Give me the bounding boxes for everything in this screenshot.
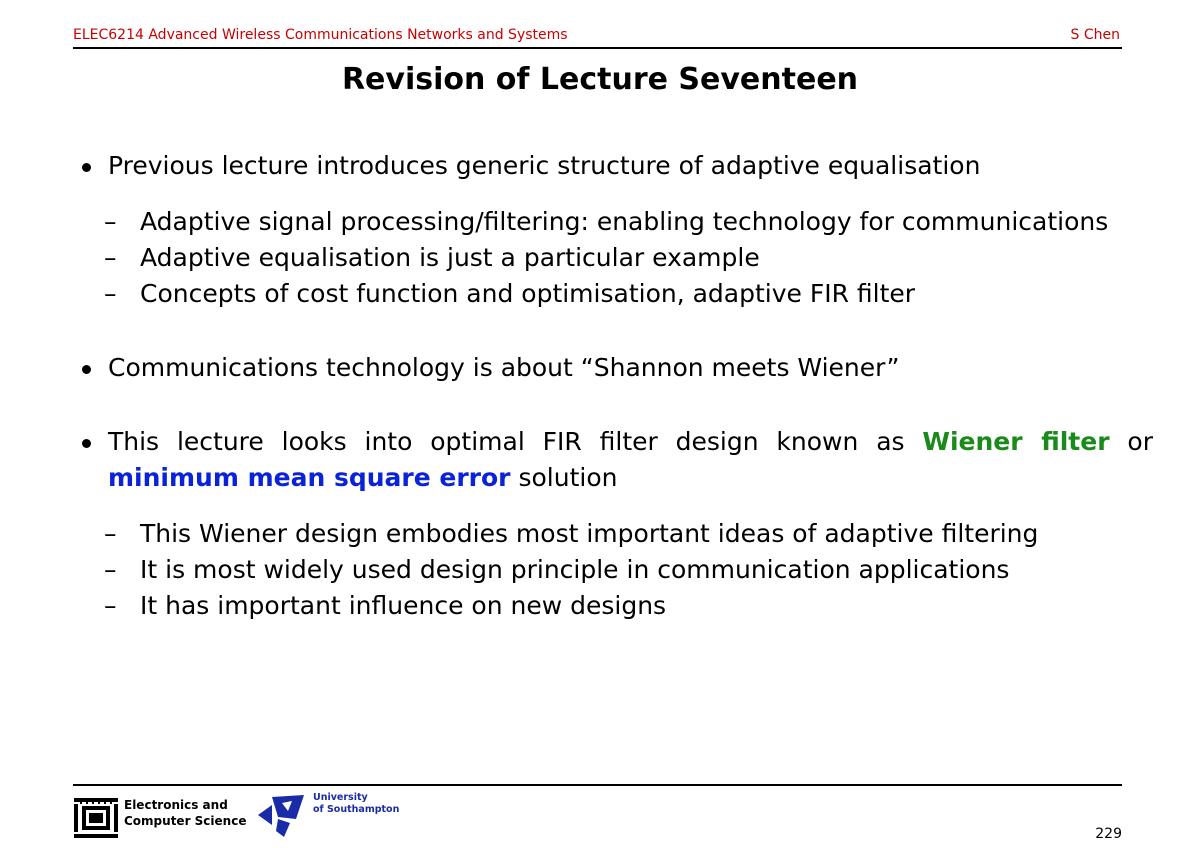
sub-item: – Concepts of cost function and optimisation, adaptive FIR filter	[104, 279, 916, 308]
university-logo-icon	[256, 793, 306, 839]
slide-header	[73, 27, 1122, 49]
bullet-text: Previous lecture introduces generic structure of adaptive equalisation	[108, 151, 981, 180]
bullet-text-before: This lecture looks into optimal FIR filter design known as	[108, 427, 905, 456]
author-name: S Chen	[1070, 27, 1120, 43]
ecs-label	[124, 797, 246, 829]
sub-list	[104, 516, 1038, 624]
sub-list	[104, 204, 1108, 312]
sub-item-text: Concepts of cost function and optimisation, adaptive FIR filter	[140, 279, 916, 308]
sub-item-text: This Wiener design embodies most important ideas of adaptive filtering	[140, 519, 1039, 548]
sub-item: – Adaptive signal processing/filtering: enabling technology for communications	[104, 207, 1109, 236]
footer-divider	[73, 784, 1122, 786]
ecs-label-line1: Electronics and	[124, 798, 228, 812]
bullet-item	[80, 424, 1153, 496]
sub-item-text: It is most widely used design principle in communication applications	[140, 555, 1010, 584]
sub-item-text: It has important influence on new designs	[140, 591, 667, 620]
bullet-dot-icon	[82, 439, 91, 448]
bullet-dot-icon	[82, 163, 91, 172]
bullet-text: Communications technology is about “Shannon meets Wiener”	[108, 353, 900, 382]
bullet-text-middle: or	[1127, 427, 1153, 456]
bullet-item	[80, 350, 899, 386]
course-title: ELEC6214 Advanced Wireless Communications Networks and Systems	[73, 27, 568, 43]
university-label-line1: University	[313, 792, 368, 803]
university-label	[313, 792, 399, 816]
highlight-mmse: minimum mean square error	[108, 463, 511, 492]
highlight-wiener-filter: Wiener filter	[922, 427, 1110, 456]
university-label-line2: of Southampton	[313, 804, 400, 815]
slide-title: Revision of Lecture Seventeen	[341, 62, 859, 97]
sub-item: – It is most widely used design principle in communication applications	[104, 555, 1010, 584]
sub-item-text: Adaptive equalisation is just a particular example	[140, 243, 760, 272]
bullet-dot-icon	[82, 365, 91, 374]
page-number: 229	[1095, 826, 1122, 842]
ecs-logo-icon	[74, 798, 118, 838]
sub-item: – This Wiener design embodies most important ideas of adaptive filtering	[104, 519, 1039, 548]
bullet-item	[80, 148, 980, 184]
ecs-label-line2: Computer Science	[124, 814, 247, 828]
sub-item: – It has important influence on new designs	[104, 591, 667, 620]
bullet-text-after: solution	[518, 463, 618, 492]
sub-item: – Adaptive equalisation is just a particular example	[104, 243, 760, 272]
sub-item-text: Adaptive signal processing/filtering: enabling technology for communications	[140, 207, 1109, 236]
